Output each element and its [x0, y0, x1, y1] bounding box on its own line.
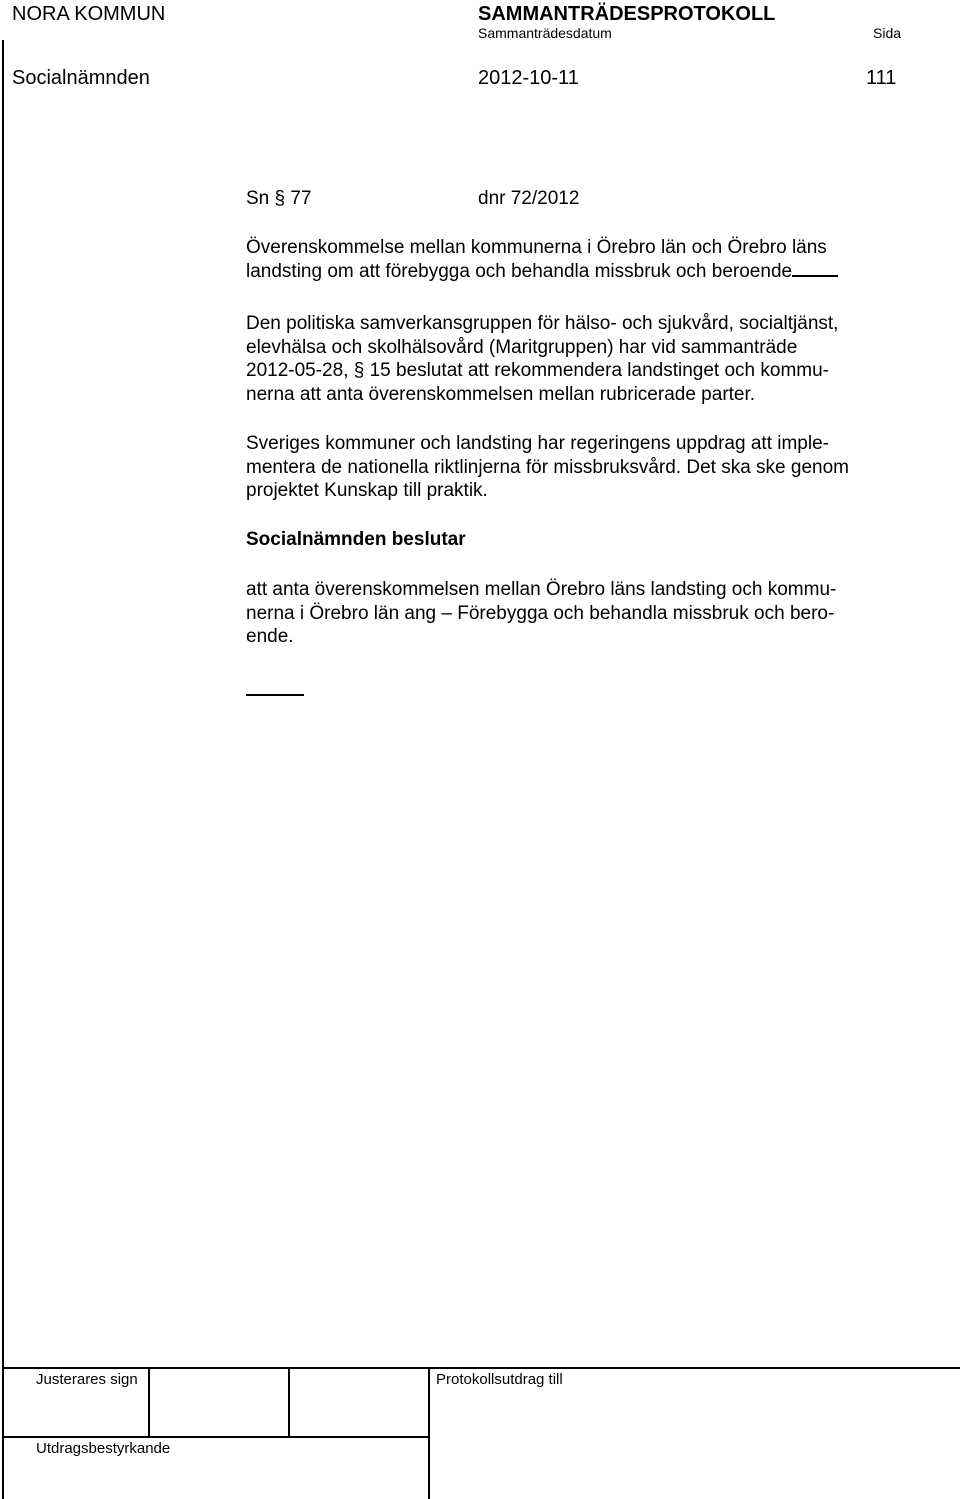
footer-divider	[148, 1367, 150, 1438]
end-rule	[246, 694, 304, 696]
date-label: Sammanträdesdatum	[478, 25, 612, 41]
paragraph-line: nerna att anta överenskommelsen mellan rubricerade parter.	[246, 383, 756, 405]
document-type: SAMMANTRÄDESPROTOKOLL	[478, 3, 776, 25]
paragraph-line: elevhälsa och skolhälsovård (Maritgruppen) har vid sammanträde	[246, 336, 798, 358]
paragraph-line: 2012-05-28, § 15 beslutat att rekommendera landstinget och kommu-	[246, 360, 829, 381]
utdragsbestyrkande-label: Utdragsbestyrkande	[36, 1440, 171, 1457]
title-underline	[792, 274, 838, 277]
footer-divider	[428, 1367, 430, 1499]
paragraph-line: Sveriges kommuner och landsting har regeringens uppdrag att imple-	[246, 433, 829, 454]
footer-top-line	[2, 1367, 960, 1369]
footer-divider	[288, 1367, 290, 1438]
decision-text	[246, 578, 936, 649]
paragraph-line: Den politiska samverkansgruppen för hälso- och sjukvård, socialtjänst,	[246, 313, 839, 334]
item-title-line: Överenskommelse mellan kommunerna i Örebro län och Örebro läns	[246, 237, 827, 258]
decision-line: att anta överenskommelsen mellan Örebro läns landsting och kommu-	[246, 579, 837, 600]
left-border	[2, 40, 4, 1499]
organization-name: NORA KOMMUN	[12, 3, 166, 25]
committee-name: Socialnämnden	[12, 67, 150, 89]
page-number: 111	[866, 67, 897, 89]
justerares-sign-label: Justerares sign	[36, 1371, 138, 1388]
decision-line: ende.	[246, 626, 294, 647]
meeting-date: 2012-10-11	[478, 67, 579, 89]
paragraph-line: mentera de nationella riktlinjerna för missbruksvård. Det ska ske genom	[246, 456, 849, 478]
decision-line: nerna i Örebro län ang – Förebygga och behandla missbruk och bero-	[246, 602, 835, 624]
footer-middle-line	[2, 1436, 430, 1438]
paragraph-1	[246, 312, 936, 406]
paragraph-2	[246, 432, 936, 503]
page-label: Sida	[873, 25, 902, 41]
decision-heading: Socialnämnden beslutar	[246, 529, 466, 550]
protokollsutdrag-label: Protokollsutdrag till	[436, 1371, 563, 1388]
item-number: Sn § 77	[246, 188, 312, 209]
item-title	[246, 236, 936, 283]
item-title-line: landsting om att förebygga och behandla missbruk och beroende	[246, 260, 936, 284]
item-dnr: dnr 72/2012	[478, 188, 580, 209]
paragraph-line: projektet Kunskap till praktik.	[246, 480, 488, 501]
